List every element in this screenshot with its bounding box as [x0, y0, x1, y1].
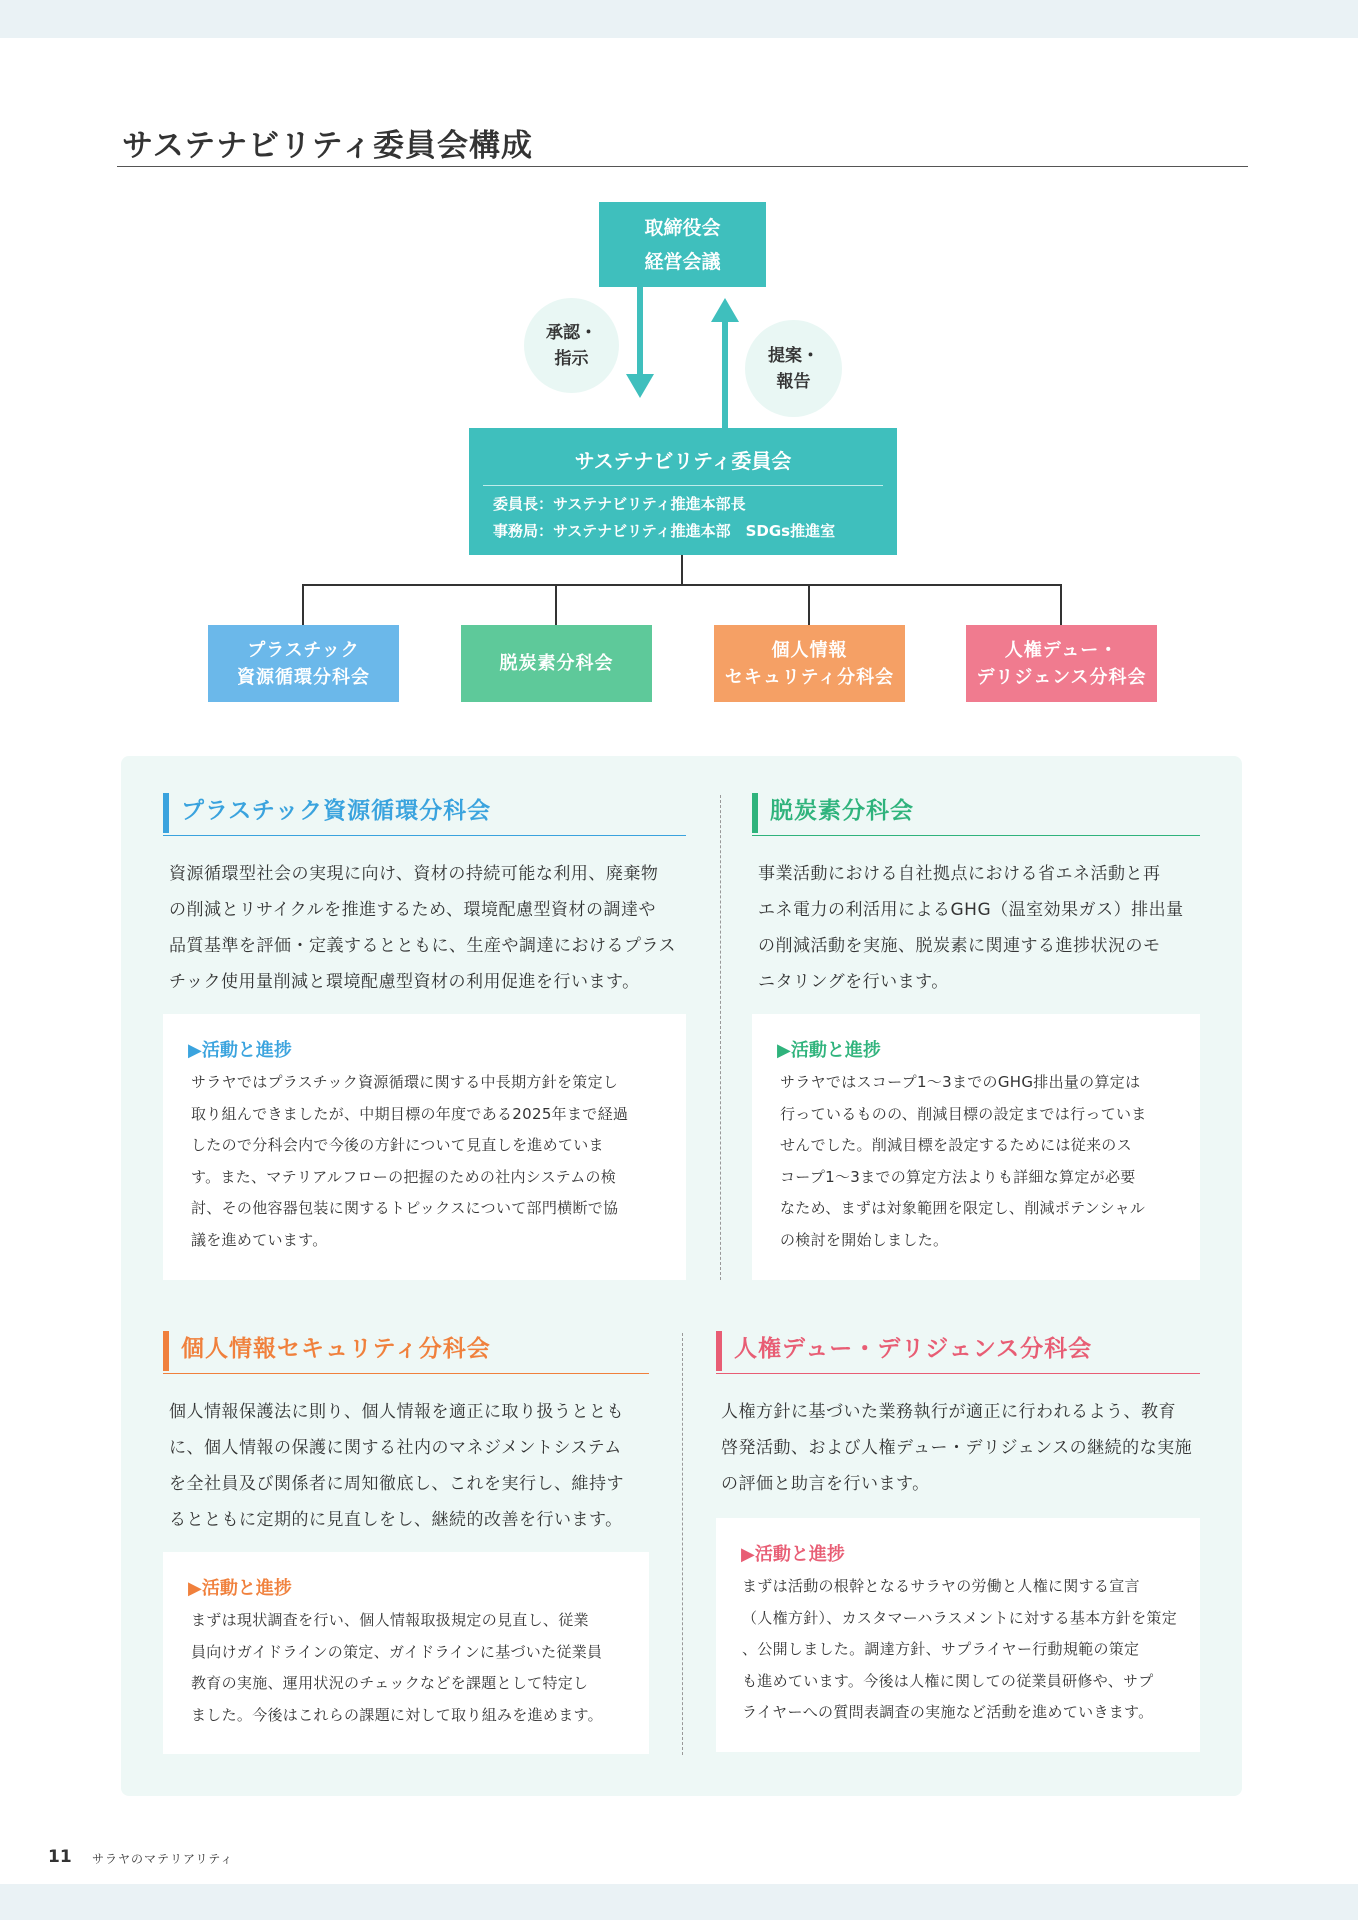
section-plastic-progress-title: ▶活動と進捗	[188, 1040, 292, 1061]
section-decarbon-body-line: 事業活動における自社拠点における省エネ活動と再	[758, 864, 1161, 884]
connector-drop-3	[808, 584, 810, 625]
progress-line: サラヤではスコープ1～3までのGHG排出量の算定は	[780, 1073, 1141, 1091]
section-decarbon-title-text: 脱炭素分科会	[770, 798, 914, 824]
section-privacy-title	[163, 1331, 491, 1367]
connector-drop-1	[302, 584, 304, 625]
connector-drop-2	[555, 584, 557, 625]
section-plastic-title	[163, 793, 491, 829]
section-decarbon-body	[758, 856, 1184, 1000]
section-privacy-bar	[163, 1331, 169, 1371]
section-decarbon-title	[752, 793, 914, 829]
title-rule	[117, 166, 1248, 167]
subcommittee-plastic	[208, 625, 399, 702]
section-decarbon-body-line: ニタリングを行います。	[758, 972, 949, 992]
section-privacy-progress-card	[163, 1552, 649, 1754]
connector-vertical	[681, 555, 683, 585]
section-human-rights-body-line: 啓発活動、および人権デュー・デリジェンスの継続的な実施	[721, 1438, 1193, 1458]
committee-secretariat: 事務局：サステナビリティ推進本部 SDGs推進室	[493, 522, 836, 540]
section-privacy-body-line: 個人情報保護法に則り、個人情報を適正に取り扱うととも	[169, 1402, 624, 1422]
section-human-rights-body	[721, 1394, 1192, 1502]
progress-line: 行っているものの、削減目標の設定までは行っていま	[780, 1104, 1147, 1123]
up-arrow-shaft	[722, 321, 728, 428]
section-privacy-progress-body	[191, 1605, 603, 1731]
top-band	[0, 0, 1358, 38]
divider-bottom	[682, 1333, 683, 1755]
subcommittee-human-rights-line2: デリジェンス分科会	[976, 666, 1147, 688]
section-plastic-body-line: チック使用量削減と環境配慮型資材の利用促進を行います。	[169, 972, 640, 992]
progress-line: 、公開しました。調達方針、サプライヤー行動規範の策定	[742, 1640, 1140, 1658]
section-decarbon-progress-title: ▶活動と進捗	[777, 1040, 881, 1061]
progress-line: ました。今後はこれらの課題に対して取り組みを進めます。	[191, 1705, 603, 1724]
progress-line: まずは現状調査を行い、個人情報取扱規定の見直し、従業	[191, 1611, 589, 1629]
section-plastic-body-line: 品質基準を評価・定義するとともに、生産や調達におけるプラス	[169, 936, 676, 956]
section-human-rights-progress-title: ▶活動と進捗	[741, 1544, 845, 1565]
section-human-rights-title	[716, 1331, 1092, 1367]
board-label: 取締役会	[644, 216, 721, 239]
down-arrow-icon	[626, 374, 654, 398]
section-decarbon-body-line: エネ電力の利活用によるGHG（温室効果ガス）排出量	[758, 900, 1184, 920]
subcommittee-human-rights-line1: 人権デュー・	[1004, 639, 1119, 661]
section-human-rights-progress-card	[716, 1518, 1200, 1752]
subcommittee-decarbon-line1: 脱炭素分科会	[499, 653, 614, 674]
section-decarbon-body-line: の削減活動を実施、脱炭素に関連する進捗状況のモ	[758, 936, 1161, 956]
approval-bubble	[524, 298, 619, 393]
up-arrow-icon	[711, 298, 739, 322]
section-human-rights-body-line: 人権方針に基づいた業務執行が適正に行われるよう、教育	[721, 1402, 1176, 1422]
section-plastic-title-text: プラスチック資源循環分科会	[181, 798, 492, 824]
section-human-rights-body-line: の評価と助言を行います。	[721, 1474, 930, 1494]
report-label: 報告	[776, 371, 811, 392]
section-privacy-body-line: るとともに定期的に見直しをし、継続的改善を行います。	[169, 1510, 623, 1530]
progress-line: コープ1～3までの算定方法よりも詳細な算定が必要	[780, 1167, 1136, 1186]
section-decarbon-progress-body	[780, 1067, 1147, 1256]
bottom-band	[0, 1884, 1358, 1920]
subcommittee-privacy	[714, 625, 905, 702]
connector-horizontal	[302, 584, 1062, 586]
committee-divider	[483, 485, 883, 486]
page-title: サステナビリティ委員会構成	[122, 128, 534, 164]
section-plastic-progress-body	[191, 1067, 628, 1256]
subcommittee-plastic-line2: 資源循環分科会	[237, 666, 370, 688]
progress-line: も進めています。今後は人権に関しての従業員研修や、サプ	[742, 1671, 1154, 1690]
committee-title: サステナビリティ委員会	[574, 449, 792, 473]
section-plastic-progress-card	[163, 1014, 686, 1280]
section-human-rights-rule	[716, 1373, 1200, 1374]
section-privacy-rule	[163, 1373, 649, 1374]
progress-line: 議を進めています。	[191, 1230, 328, 1249]
board-box	[599, 202, 766, 287]
progress-line: まずは活動の根幹となるサラヤの労働と人権に関する宣言	[742, 1577, 1140, 1595]
section-decarbon-bar	[752, 793, 758, 833]
proposal-bubble	[745, 320, 842, 417]
down-arrow-shaft	[637, 287, 643, 375]
section-plastic-rule	[163, 835, 686, 836]
divider-top	[720, 795, 721, 1280]
connector-drop-4	[1060, 584, 1062, 625]
progress-line: 教育の実施、運用状況のチェックなどを課題として特定し	[191, 1674, 589, 1692]
management-meeting-label: 経営会議	[644, 250, 721, 273]
subcommittee-privacy-line2: セキュリティ分科会	[724, 666, 895, 688]
progress-line: 討、その他容器包装に関するトピックスについて部門横断で協	[191, 1199, 619, 1217]
proposal-label: 提案・	[768, 345, 819, 366]
section-privacy-title-text: 個人情報セキュリティ分科会	[181, 1336, 491, 1362]
subcommittee-decarbon	[461, 625, 652, 702]
sustainability-committee-box	[469, 428, 897, 555]
section-privacy-body-line: を全社員及び関係者に周知徹底し、これを実行し、維持す	[169, 1474, 624, 1494]
section-plastic-bar	[163, 793, 169, 833]
section-plastic-body-line: 資源循環型社会の実現に向け、資材の持続可能な利用、廃棄物	[169, 864, 659, 884]
section-plastic-body-line: の削減とリサイクルを推進するため、環境配慮型資材の調達や	[169, 900, 656, 920]
section-privacy-body	[169, 1394, 624, 1538]
progress-line: （人権方針）、カスタマーハラスメントに対する基本方針を策定	[742, 1608, 1178, 1627]
subcommittee-human-rights	[966, 625, 1157, 702]
subcommittee-privacy-line1: 個人情報	[771, 639, 848, 661]
footer-text: サラヤのマテリアリティ	[92, 1852, 234, 1866]
progress-line: なため、まずは対象範囲を限定し、削減ポテンシャル	[780, 1199, 1146, 1217]
approval-label: 承認・	[546, 322, 597, 343]
instruction-label: 指示	[554, 348, 589, 369]
committee-chair: 委員長：サステナビリティ推進本部長	[493, 495, 746, 513]
section-privacy-progress-title: ▶活動と進捗	[188, 1578, 292, 1599]
section-plastic-body	[169, 856, 676, 1000]
progress-line: す。また、マテリアルフローの把握のための社内システムの検	[191, 1167, 617, 1186]
progress-line: せんでした。削減目標を設定するためには従来のス	[780, 1136, 1132, 1154]
section-decarbon-progress-card	[752, 1014, 1200, 1280]
progress-line: ライヤーへの質問表調査の実施など活動を進めていきます。	[742, 1703, 1154, 1721]
progress-line: の検討を開始しました。	[780, 1230, 949, 1249]
section-human-rights-title-text: 人権デュー・デリジェンス分科会	[734, 1336, 1093, 1362]
progress-line: 取り組んできましたが、中期目標の年度である2025年まで経過	[191, 1104, 629, 1123]
section-human-rights-progress-body	[742, 1571, 1177, 1729]
subcommittee-plastic-line1: プラスチック	[247, 639, 360, 661]
section-privacy-body-line: に、個人情報の保護に関する社内のマネジメントシステム	[169, 1438, 622, 1458]
progress-line: したので分科会内で今後の方針について見直しを進めていま	[191, 1136, 604, 1154]
section-decarbon-rule	[752, 835, 1200, 836]
progress-line: 員向けガイドラインの策定、ガイドラインに基づいた従業員	[191, 1642, 603, 1661]
page-number: 11	[48, 1847, 72, 1867]
section-human-rights-bar	[716, 1331, 722, 1371]
progress-line: サラヤではプラスチック資源循環に関する中長期方針を策定し	[191, 1073, 619, 1091]
